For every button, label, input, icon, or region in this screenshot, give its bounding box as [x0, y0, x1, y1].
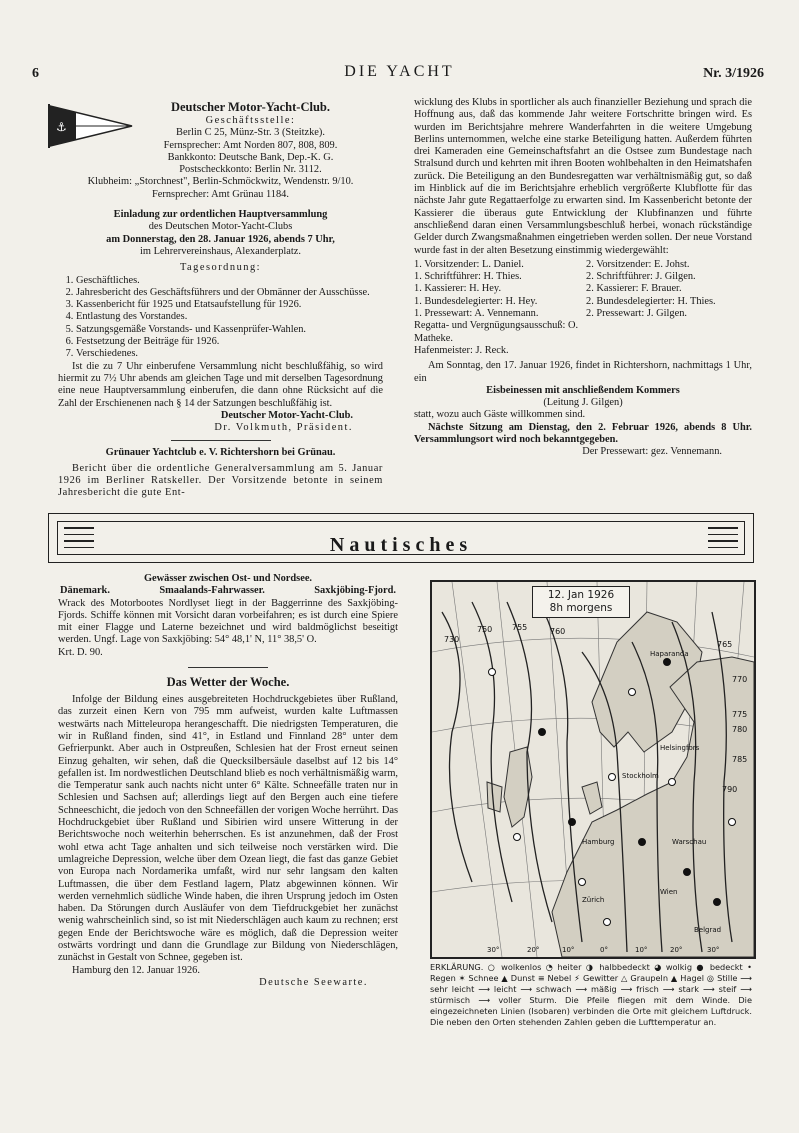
- board-table: [414, 259, 752, 357]
- waters-title: Gewässer zwischen Ost- und Nordsee.: [143, 573, 313, 584]
- address-line: Klubheim: „Storchnest", Berlin-Schmöckwitz, Wendenstr. 9/10.: [87, 176, 354, 188]
- waters-subtitle: Dänemark.: [60, 585, 110, 597]
- press-signature: Der Pressewart: gez. Vennemann.: [582, 446, 722, 458]
- degree-label: 30°: [487, 946, 500, 954]
- map-place-label: Warschau: [672, 838, 707, 846]
- isobar-label: 765: [717, 640, 733, 649]
- club-name: Deutscher Motor-Yacht-Club.: [170, 100, 330, 114]
- degree-label: 20°: [670, 946, 683, 954]
- isobar-label: 770: [732, 675, 748, 684]
- gruenau-title: Grünauer Yachtclub e. V. Richtershorn bei Grünau.: [105, 447, 336, 459]
- board-column-second: [580, 259, 752, 357]
- map-place-label: Helsingfors: [660, 744, 700, 752]
- weather-title: Das Wetter der Woche.: [166, 675, 290, 690]
- eisbein-lead: (Leitung J. Gilgen): [543, 397, 623, 409]
- address-line: Fernsprecher: Amt Grünau 1184.: [152, 188, 289, 200]
- divider: [188, 667, 268, 668]
- board-entry: 1. Vorsitzender: L. Daniel.: [414, 258, 524, 270]
- address-line: Postscheckkonto: Berlin Nr. 3112.: [179, 164, 322, 176]
- map-place-label: Haparanda: [650, 650, 689, 658]
- gruenau-text: Bericht über die ordentliche Generalversammlung am 5. Januar 1926 im Berliner Ratskeller. Der Vorsitzende betonte in seinem Jahresbericht die gute Ent-: [58, 462, 383, 499]
- map-place-label: Zürich: [582, 896, 605, 904]
- degree-label: 10°: [635, 946, 648, 954]
- agenda-list: [58, 275, 383, 361]
- eisbein-title: Eisbeinessen mit anschließendem Kommers: [486, 384, 680, 396]
- address-line: Fernsprecher: Amt Norden 807, 808, 809.: [163, 139, 338, 151]
- map-place-label: Wien: [660, 888, 678, 896]
- divider: [171, 440, 271, 441]
- dmyc-section: [58, 100, 383, 500]
- isobar-label: 790: [722, 785, 738, 794]
- invite-line: des Deutschen Motor-Yacht-Clubs: [148, 221, 293, 233]
- map-place-label: Hamburg: [582, 838, 615, 846]
- board-entry: 1. Kassierer: H. Hey.: [414, 283, 502, 295]
- degree-label: 0°: [600, 946, 608, 954]
- board-entry: 1. Schriftführer: H. Thies.: [414, 271, 522, 283]
- page-number: 6: [32, 66, 39, 81]
- weather-signature: Deutsche Seewarte.: [259, 976, 368, 988]
- waters-subtitle: Saxkjöbing-Fjord.: [314, 585, 396, 597]
- agenda-item: 6. Festsetzung der Beiträge für 1926.: [76, 336, 383, 348]
- weather-date: Hamburg den 12. Januar 1926.: [72, 964, 200, 976]
- board-entry: 2. Bundesdelegierter: H. Thies.: [586, 295, 716, 307]
- section-title: Nautisches: [329, 534, 473, 556]
- agenda-item: 7. Verschiedenes.: [76, 348, 383, 360]
- journal-title: DIE YACHT: [344, 63, 455, 80]
- svg-text:⚓: ⚓: [56, 120, 67, 134]
- board-entry: 2. Schriftführer: J. Gilgen.: [586, 271, 696, 283]
- board-entry: 1. Bundesdelegierter: H. Hey.: [414, 295, 538, 307]
- degree-label: 20°: [527, 946, 540, 954]
- weather-map-drawing: [432, 582, 754, 957]
- gruenau-report: wicklung des Klubs in sportlicher als auch finanzieller Beziehung und sprach die Hoffnung aus, daß das kommende Jahr weitere Fortschritte bringen wird. Es wurden im Berichtsjahre mehrere Wanderfahrten in die weitere Umgebung Berlins unternommen, welche eine starke Beteiligung hatten. Außerdem führten drei Kameraden eine Gemeinschaftsfahrt an die Ostsee zum Bundestage nach Stralsund durch und kehrten mit ihren Booten wohlbehalten in den Heimatshafen zurück. Die Beteiligung an den Bundesregatten war verhältnismäßig gut, so daß im Hinblick auf die im Berichtsjahre erheblich vergrößerte Klubflotte für das nächste Jahr gute Regattaerfolge zu erwarten sind. Im Kassenbericht betonte der Kassierer die überaus gute Entwicklung der Klubfinanzen und führte anschließend daran einen Versammlungsbeschluß herbei, wonach rückständige Gelder durch Zwangsmaßnahmen eingetrieben werden sollen. Der neue Vorstand wurde fast in der alten Besetzung einstimmig wiedergewählt:: [414, 97, 752, 256]
- invite-date: am Donnerstag, den 28. Januar 1926, abends 7 Uhr,: [106, 233, 335, 245]
- agenda-note: Ist die zu 7 Uhr einberufene Versammlung nicht beschlußfähig, so wird hiermit zu 7½ Uhr abends am gleichen Tage und mit derselben Tagesordnung eine neue Hauptversammlung einberufen, die dann ohne Rücksicht auf die Zahl der Erschienenen nach § 14 der Satzungen beschlußfähig ist.: [58, 360, 383, 409]
- agenda-label: Tagesordnung:: [179, 262, 262, 274]
- board-entry: 2. Kassierer: F. Brauer.: [586, 283, 682, 295]
- board-entry: 2. Pressewart: J. Gilgen.: [586, 308, 688, 320]
- wreck-notice: Wrack des Motorbootes Nordlyset liegt in der Baggerrinne des Saxkjöbing-Fjords. Schiffe können mit Vorsicht daran vorbeifahren; es ist durch eine Spiere mit einer Flagge und Laterne bezeichnet und wird baldmöglichst beseitigt werden. Ungf. Lage von Saxkjöbing: 54° 48,1' N, 11° 38,5' O.: [58, 597, 398, 646]
- invite-place: im Lehrervereinshaus, Alexanderplatz.: [140, 245, 301, 257]
- isobar-label: 750: [477, 625, 493, 634]
- signature-name: Dr. Volkmuth, Präsident.: [214, 422, 353, 434]
- map-time: 8h morgens: [549, 602, 613, 614]
- weather-map: [430, 580, 756, 959]
- isobar-label: 730: [444, 635, 460, 644]
- waters-subtitles: [58, 585, 398, 597]
- map-date: 12. Jan 1926: [547, 589, 615, 601]
- guests-note: statt, wozu auch Gäste willkommen sind.: [414, 409, 586, 421]
- issue-number: Nr. 3/1926: [703, 66, 764, 81]
- board-entry: 2. Vorsitzender: E. Johst.: [586, 258, 690, 270]
- isobar-label: 775: [732, 710, 748, 719]
- isobar-label: 780: [732, 725, 748, 734]
- waters-subtitle: Smaalands-Fahrwasser.: [159, 585, 265, 597]
- map-place-label: Stockholm: [622, 772, 659, 780]
- board-entry: 1. Pressewart: A. Vennemann.: [414, 308, 539, 320]
- chart-reference: Krt. D. 90.: [58, 646, 103, 658]
- signature-club: Deutscher Motor-Yacht-Club.: [220, 409, 353, 421]
- isobar-label: 760: [550, 627, 566, 636]
- agenda-item: 1. Geschäftliches.: [76, 275, 383, 287]
- sunday-notice: Am Sonntag, den 17. Januar 1926, findet in Richtershorn, nachmittags 1 Uhr, ein: [414, 360, 752, 384]
- map-date-box: [532, 586, 630, 618]
- agenda-item: 4. Entlastung des Vorstandes.: [76, 311, 383, 323]
- address-line: Bankkonto: Deutsche Bank, Dep.-K. G.: [167, 151, 334, 163]
- weather-report: Infolge der Bildung eines ausgebreiteten Hochdruckgebietes über Rußland, das zurzeit einen Kern von 795 mm aufweist, wurden kalte Luftmassen westwärts nach Mitteleuropa herangeschafft. Die niedrigsten Temperaturen, die wir in Rußland finden, sind 41°, in Estland und Finnland 28° unter dem Gefrierpunkt. Aber auch in Ostpreußen, Schlesien hat der Frost erneut seinen Einzug gehalten, wir sehen, daß die Quecksilbersäule daselbst auf 12 bis 14° gefallen ist. Im nordwestlichen Deutschland blieb es noch verhältnismäßig warm, die Temperatur sank auch nachts nicht unter 6° Kälte. Schneefälle traten nur in Schlesien und Sachsen auf; allerdings liegt auf den Bergen auch eine tiefere Schneeschicht, die jedoch von den Schneefällen der vorigen Woche herrührt. Das Hochdruckgebiet über Rußland und Sibirien wird unsere Witterung in der Berichtswoche noch weiterhin beherrschen. Es ist anzunehmen, daß der Frost wohl etwa acht Tage anhalten und sich teilweise noch verstärken wird. Die umlagreiche Depression, welche über dem Ozean liegt, die fast das ganze Gebiet von Europa nach Nordamerika umfaßt, wird nur sehr langsam den kalten Luftmassen, die über dem Festland lagern, Platz abgewinnen können. Wir werden vernehmlich südliche Winde haben, die ihren Ursprung jedoch im Osten haben. Da Störungen durch Ausläufer von dem Tiefdruckgebiet her zunächst wenig wahrscheinlich sind, so ist mit Niederschlägen auch kaum zu rechnen; erst gegen Ende der Berichtswoche wäre es möglich, daß die Depression weiter ostwärts vordringt und dann die Grundlage zur Bildung von Niederschlägen, zunächst in Gestalt von Schnee, gegeben ist.: [58, 694, 398, 964]
- board-entry: Hafenmeister: J. Reck.: [414, 344, 509, 356]
- map-place-label: Belgrad: [694, 926, 722, 934]
- isobar-label: 785: [732, 755, 748, 764]
- nautical-section: [58, 573, 398, 989]
- map-legend: ERKLÄRUNG. ○ wolkenlos ◔ heiter ◑ halbbedeckt ◕ wolkig ● bedeckt • Regen ✶ Schnee ▲ Dunst ≡ Nebel ⚡ Gewitter △ Graupeln ▲ Hagel ◎ Stille ⟶ sehr leicht ⟶ leicht ⟶ schwach ⟶ mäßig ⟶ frisch ⟶ stark ⟶ steif ⟶ stürmisch ⟶ voller Sturm. Die Pfeile fliegen mit dem Winde. Die eingezeichneten Linien (Isobaren) verbinden die Orte mit gleichem Luftdruck. Die neben den Orten stehenden Zahlen geben die Lufttemperatur an.: [430, 962, 752, 1027]
- section-banner: [48, 513, 754, 563]
- next-meeting: Nächste Sitzung am Dienstag, den 2. Februar 1926, abends 8 Uhr. Versammlungsort wird noch bekanntgegeben.: [414, 421, 752, 446]
- agenda-item: 2. Jahresbericht des Geschäftsführers und der Obmänner der Ausschüsse.: [76, 287, 383, 299]
- banner-frame: [57, 521, 745, 555]
- agenda-item: 3. Kassenbericht für 1925 und Etatsaufstellung für 1926.: [76, 299, 383, 311]
- isobar-label: 755: [512, 623, 528, 632]
- invite-title: Einladung zur ordentlichen Hauptversammlung: [113, 209, 328, 221]
- degree-label: 10°: [562, 946, 575, 954]
- agenda-item: 5. Satzungsgemäße Vorstands- und Kassenprüfer-Wahlen.: [76, 324, 383, 336]
- office-label: Geschäftsstelle:: [205, 115, 296, 126]
- gruenau-section-continued: [414, 97, 752, 459]
- board-column-first: [414, 259, 580, 357]
- address-line: Berlin C 25, Münz-Str. 3 (Steitzke).: [176, 127, 325, 139]
- degree-label: 30°: [707, 946, 720, 954]
- board-entry: Regatta- und Vergnügungsausschuß: O. Matheke.: [414, 320, 579, 344]
